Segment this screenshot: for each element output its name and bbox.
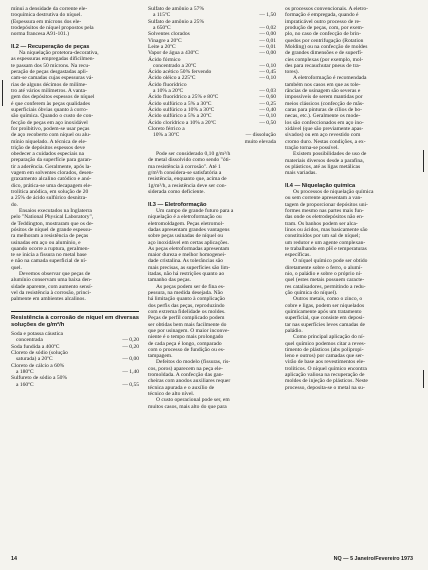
text-line: resistência, enquanto que, acima de	[148, 176, 227, 183]
table-cell-label: Sulfureto de sódio a 50%	[11, 375, 68, 382]
text-line: vel da resistência à corrosão, princi-	[11, 290, 92, 297]
text-line: Outros metais, como o zinco, o	[293, 296, 363, 303]
table-cell-label: Ácido oléico a 225ºC	[148, 75, 196, 82]
table-cell-label: Ácido clorídrico a 10% a 20ºC	[148, 119, 217, 126]
table-cell-value: — 0,60	[259, 94, 276, 101]
text-line: itadas, não há restrições quanto ao	[148, 271, 225, 278]
table-cell-label: Ácido acético 50% fervendo	[148, 69, 212, 76]
text-line: de cada peça é longo, comparado	[148, 340, 222, 347]
text-line: xidável (que são previamente apas-	[285, 125, 364, 132]
table-cell-value: — dissolução	[245, 132, 276, 139]
text-line: As peças eletroformadas apresentam	[148, 245, 230, 252]
table-cell-label: Sulfato de amônio a 25%	[148, 18, 205, 25]
table-cell-label: 10% a 30ºC	[153, 132, 180, 139]
text-line: maior dureza e melhor homogenei-	[148, 252, 226, 259]
text-line: de metal dissolvido como sendo "óti-	[148, 157, 231, 164]
text-line: superficiais óbvias quanto à corro-	[11, 106, 88, 113]
text-line: Defeitos do modelo (fissuras, ris-	[156, 359, 231, 366]
page-number: 14	[11, 556, 17, 562]
text-line: res catalisadores, permitindo a redu-	[285, 283, 366, 290]
eletroformacao-paragraph-1	[148, 208, 276, 284]
niquelacao-paragraph-1	[285, 189, 413, 258]
table-cell-value: — 0,02	[259, 24, 276, 31]
text-line: pelo "National Physical Laboratory",	[11, 214, 94, 221]
margin-mark	[423, 150, 424, 172]
text-line: sivados) ou em aço revestido com	[285, 132, 361, 139]
text-line: linos ou ácidos, mas basicamente são	[285, 226, 368, 233]
text-line: sobre peças usinadas de níquel ou	[148, 233, 224, 240]
text-line: mínio niquelado. A técnica de ele-	[11, 138, 87, 145]
table-cell-label: Ácido sulfúrico a 5% a 30ºC	[148, 100, 212, 107]
table-cell-value: — 0,03	[259, 88, 276, 95]
text-line: ção química do níquel).	[285, 290, 338, 297]
eletroformacao-continued-1	[285, 6, 413, 75]
text-line: usinadas em aço ou alumínio, e	[11, 239, 81, 246]
table-cell-label: a 10% a 20ºC	[153, 88, 184, 95]
column-middle	[148, 6, 276, 410]
table-cell-value: — 0,20	[122, 337, 139, 344]
table-cell-label: Vinagre a 20ºC	[148, 37, 182, 44]
text-line: Pode ser considerado 0,10 g/m²/h	[156, 151, 231, 158]
text-line: ser obtidas bem mais facilmente do	[148, 321, 227, 328]
table-cell-value: — 0,00	[122, 356, 139, 363]
text-line: impraticável outro processo de re-	[285, 18, 361, 25]
section-heading-eletroformacao: II.3 — Eletroformação	[148, 201, 207, 208]
table-cell-value: muito elevada	[244, 138, 276, 145]
text-line: pessura, na medida desejada. Não	[148, 290, 223, 297]
text-line: tromoldada. A confecção das gan-	[148, 372, 224, 379]
text-line: formação é empregada, quando é	[285, 12, 359, 19]
text-line: diretamente sobre o ferro, o alumí-	[285, 264, 363, 271]
text-line: com extrema fidelidade os moldes.	[148, 308, 226, 315]
text-line: 1g/m²/h, a resistência deve ser con-	[148, 182, 227, 189]
text-line: um redutor e um agente complexan-	[285, 239, 366, 246]
table-cell-label: Cloreto de sódio (solução	[11, 350, 68, 357]
table-cell-value: — 0,10	[259, 113, 276, 120]
text-line: cheiras com anodos auxiliares requer	[148, 378, 231, 385]
resistance-paragraph	[148, 151, 276, 195]
text-line: tração torna-se possível.	[285, 144, 339, 151]
text-line: pósitos de níquel de grande espessu-	[11, 226, 92, 233]
text-line: gem dos depósitos espessos de níquel	[11, 94, 95, 101]
table-cell-label: a 180ºC	[16, 369, 34, 376]
table-cell-label: saturada) a 20ºC	[16, 356, 53, 363]
text-line: com o processo de fundição ou es-	[148, 346, 225, 353]
text-line: dade cristalina. As tolerâncias são	[148, 258, 224, 265]
text-line: aplicação valiosa na recuperação de	[285, 372, 365, 379]
text-line: niente é o tempo mais prolongado	[148, 334, 224, 341]
text-line: quel químico podemos citar a reves-	[285, 340, 366, 347]
text-line: muitos casos, mais alto do que para	[148, 403, 227, 410]
text-line: trodepósitos de níquel propostos pela	[11, 24, 94, 31]
text-line: que por usinagem. O maior inconve-	[148, 327, 230, 334]
text-line: timento de plásticos (abs polipropi-	[285, 346, 364, 353]
text-line: paládio.	[285, 327, 303, 334]
text-line: te se inicia a fissura no metal base	[11, 252, 87, 259]
text-line: Na niquelação protetora-decorativa,	[19, 50, 99, 57]
table-cell-value: — 0,10	[259, 62, 276, 69]
text-line: alumínio conservam uma baixa den-	[11, 277, 92, 284]
text-line: Os processos de niquelação química	[293, 189, 374, 196]
recuperacao-paragraph-3	[11, 271, 139, 303]
table-cell-label: Ácido sulfúrico a 5% a 20ºC	[148, 113, 212, 120]
text-line: peração de peças desgastadas apli-	[11, 69, 88, 76]
text-line: de Teddington, mostraram que os de-	[11, 220, 94, 227]
table-cell-label: Leite a 20ºC	[148, 43, 176, 50]
text-line: cos, poros) aparecem na peça ele-	[148, 365, 223, 372]
text-line: mais precisas, as superfícies são lim-	[148, 264, 230, 271]
text-line: Devemos observar que peças de	[19, 271, 91, 278]
text-line: Ensaios executados na Inglaterra	[19, 207, 92, 214]
text-line: materiais diversos desde a parafina,	[285, 157, 365, 164]
text-line: te trabalhando em pH e temperaturas	[285, 245, 367, 252]
text-line: siderada como deficiente.	[148, 189, 205, 196]
table-cell-label: concentrado a 20ºC	[153, 62, 197, 69]
text-line: as espessuras empregadas dificilmen-	[11, 56, 95, 63]
table-cell-label: a 115ºC	[153, 12, 171, 19]
eletroformacao-paragraph-2	[148, 284, 276, 360]
table-cell-value: — 0,00	[259, 50, 276, 57]
text-line: há limitação quanto à complicação	[148, 296, 226, 303]
text-line: superficial, que consiste em deposi-	[285, 315, 365, 322]
text-line: sidade aparente, com aumento sensí-	[11, 283, 93, 290]
text-line: e não na camada superficial de ní-	[11, 258, 87, 265]
text-line: des para recauchutar pneus de tra-	[285, 62, 361, 69]
table-cell-label: Cloreto de cálcio a 60%	[11, 362, 65, 369]
niquelacao-paragraph-2	[285, 258, 413, 296]
text-line: também nos casos em que as tole-	[285, 81, 361, 88]
text-line: ra melhoram a resistência de peças	[11, 233, 89, 240]
recuperacao-paragraph-2	[11, 208, 139, 271]
text-line: impossíveis de serem mantidas por	[285, 94, 363, 101]
text-line: meios clássicos (confecção de mãs-	[285, 100, 364, 107]
table-cell-label: concentrada	[16, 337, 43, 344]
text-line: formes mesmo nas partes mais fun-	[285, 207, 364, 214]
text-line: leno e outros) por camadas que ser-	[285, 353, 364, 360]
text-line: Peças de perfil complicado podem	[148, 315, 225, 322]
table-cell-value: — 0,10	[259, 75, 276, 82]
text-line: é que conferem às peças qualidades	[11, 100, 91, 107]
table-cell-label: Cloreto férrico a	[148, 125, 185, 132]
eletroformacao-paragraph-4	[148, 397, 276, 410]
table-cell-value: — 0,40	[259, 107, 276, 113]
text-line: do.	[11, 201, 18, 208]
text-line: a 25% de ácido sulfúrico desnitra-	[11, 195, 87, 202]
text-line: processo, deposita-se o metal na su-	[285, 384, 365, 391]
corrosion-table-title: Resistência à corrosão de níquel em diversas soluções de g/m²/h	[11, 311, 139, 328]
text-line: são química. Quando o custo de con-	[11, 113, 94, 120]
text-line: técnica apurada e o auxílio de	[148, 384, 215, 391]
text-line: tores).	[285, 69, 300, 76]
table-cell-label: Solventes clorados	[148, 31, 190, 38]
text-line: tampagem.	[148, 353, 173, 360]
table-cell-value: — 0,20	[122, 343, 139, 350]
text-line: trolíticos. O níquel químico encontra	[285, 365, 367, 372]
text-line: cobre e ligas, podem ser niquelados	[285, 302, 365, 309]
eletroformacao-continued-2	[285, 75, 413, 151]
table-cell-label: a 650ºC	[153, 24, 171, 31]
section-heading-niquelacao-quimica: II.4 — Niquelação química	[285, 182, 356, 189]
text-line: moldes de injeção de plásticos. Neste	[285, 378, 368, 385]
niquelacao-paragraph-4	[285, 334, 413, 391]
table-cell-label: Soda fundida a 400ºC	[11, 343, 60, 350]
table-cell-value: — 0,50	[259, 119, 276, 126]
table-cell-value: — 0,01	[259, 43, 276, 50]
text-line: ma resistência à corrosão". Até 1	[148, 163, 221, 170]
text-line: Como principal aplicação do ní-	[293, 334, 365, 341]
table-cell-value: — 1,50	[259, 12, 276, 19]
text-line: eletromoldagem. Peças eletromol-	[148, 220, 224, 227]
text-line: for proibitivo, podem-se usar peças	[11, 125, 90, 132]
text-line: trição de depósitos espessos deve	[11, 144, 85, 151]
table-cell-label: Soda e potassa cáustica	[11, 331, 63, 338]
text-line: preparação da superfície para garan-	[11, 157, 92, 164]
text-line: g/m²/h considera-se satisfatória a	[148, 170, 222, 177]
text-line: tir a aderência. Geralmente, após la-	[11, 163, 92, 170]
table-cell-value: — 0,45	[259, 69, 276, 76]
text-line: nio, o paládio e sobre o próprio ní-	[285, 271, 363, 278]
text-line: de grandes dimensões e de superfí-	[285, 50, 363, 57]
text-line: dadas apresentam grandes vantagens	[148, 226, 230, 233]
text-line: A eletroformação é recomendada	[293, 75, 367, 82]
text-line: Existem possibilidades de uso de	[293, 151, 367, 158]
text-line: ou sem corrente apresentam a van-	[285, 195, 363, 202]
text-line: râncias de usinagem são severas e	[285, 88, 361, 95]
table-cell-value: — 0,00	[259, 31, 276, 38]
text-line: produção de peças, com, por exem-	[285, 24, 364, 31]
corrosion-table-part2	[148, 6, 276, 145]
text-line: trolítica anódica, em solução de 20	[11, 189, 89, 196]
text-line: virão de base aos revestimentos ele-	[285, 359, 365, 366]
table-cell-label: Ácido fluorídrico	[148, 81, 187, 88]
text-line: dico, prática-se uma decapagem ele-	[11, 182, 92, 189]
table-row	[11, 382, 139, 388]
text-line: norma francesa A91-101.)	[11, 31, 70, 38]
table-cell-value: — 1,40	[122, 369, 139, 376]
text-line: plo, no caso de confecção de brin-	[285, 31, 361, 38]
eletroformacao-paragraph-3	[148, 359, 276, 397]
text-line: quimicamente após um tratamento	[285, 308, 362, 315]
text-line: (Espessura em mícrons dos ele-	[11, 18, 82, 25]
intro-text	[11, 6, 139, 38]
text-line: tagem de proporcionar depósitos uni-	[285, 201, 368, 208]
text-line: tamanho das peças.	[148, 277, 191, 284]
text-line: aço inoxidável em certas aplicações.	[148, 239, 229, 246]
table-cell-label: Sulfato de amônio a 57%	[148, 6, 205, 12]
text-line: quando ocorre a ruptura, geralmen-	[11, 245, 90, 252]
table-cell-label: Ácido fluorídrico a 25% e 80ºC	[148, 94, 219, 101]
table-cell-label: Ácido fórmico	[148, 56, 181, 63]
text-line: mais variadas.	[285, 170, 317, 177]
text-line: fecção de peças em aço inoxidável	[11, 119, 88, 126]
table-cell-value: — 0,25	[259, 100, 276, 107]
text-line: constituídos por um sal de níquel;	[285, 233, 361, 240]
table-cell-label: Vapor de água a 430ºC	[148, 50, 199, 57]
issue-reference: NQ — 5 Janeiro/Fevereiro 1973	[333, 556, 413, 562]
eletroformacao-continued-3	[285, 151, 413, 176]
section-heading-recuperacao: II.2 — Recuperação de peças	[11, 43, 90, 50]
text-line: Molding) ou na confecção de moldes	[285, 43, 368, 50]
column-right	[285, 6, 413, 391]
text-line: tro até vários milímetros. A vanta-	[11, 88, 87, 95]
text-line: quel.	[11, 264, 22, 271]
text-line: de aço recoberto com níquel ou alu-	[11, 132, 91, 139]
text-line: dos perfis das peças, reproduzindo	[148, 302, 225, 309]
text-line: cies complexas (por exemplo, mol-	[285, 56, 364, 63]
niquelacao-paragraph-3	[285, 296, 413, 334]
table-cell-value: — 0,55	[122, 381, 139, 388]
text-line: os processos convencionais. A eletro-	[285, 6, 369, 12]
margin-mark	[2, 80, 3, 106]
text-line: necas, etc.). Geralmente os mode-	[285, 113, 361, 120]
table-cell-label: Ácido sulfúrico a 10% a 30ºC	[148, 107, 215, 113]
table-cell-label: a 160ºC	[16, 381, 34, 388]
text-line: cam-se camadas cujas espessuras vá-	[11, 75, 94, 82]
text-line: quedos por centrifugação (Rotation	[285, 37, 364, 44]
text-line: graxamento alcalino catódico e anó-	[11, 176, 92, 183]
text-line: quel (estes metais possuem caracte-	[285, 277, 365, 284]
text-line: tram. Os banhos podem ser alca-	[285, 220, 358, 227]
text-line: técnico de alto nível.	[148, 391, 195, 398]
table-cell-value: — 0,01	[259, 37, 276, 44]
text-line: caras para pinturas de cílios de bo-	[285, 107, 363, 113]
text-line: troquímica destrutiva do níquel.	[11, 12, 82, 19]
text-line: obedecer a cuidados especiais na	[11, 151, 84, 158]
recuperacao-paragraph-1	[11, 50, 139, 208]
text-line: os plásticos, até as ligas metálicas	[285, 163, 361, 170]
text-line: tar nas superfícies leves camadas de	[285, 321, 365, 328]
text-line: vagem em solventes clorados, desen-	[11, 170, 94, 177]
text-line: As peças podem ser de fina es-	[156, 283, 225, 290]
text-line: rias de alguns décimos de milíme-	[11, 81, 87, 88]
text-line: mínui a densidade da corrente ele-	[11, 6, 88, 12]
margin-mark	[423, 370, 424, 388]
text-line: O níquel químico pode ser obtido	[293, 258, 368, 265]
text-line: los são confeccionados em aço ino-	[285, 119, 364, 126]
text-line: das onde os eletrodepósitos não en-	[285, 214, 364, 221]
text-line: Um campo de grande futuro para a	[156, 207, 234, 214]
text-line: específicas.	[285, 252, 311, 259]
column-left	[11, 6, 139, 388]
text-line: O custo operacional pode ser, em	[156, 397, 230, 404]
text-line: te passam dos 50 mícrons. Na recu-	[11, 62, 91, 69]
text-line: palmente em ambientes alcalinos.	[11, 296, 86, 303]
text-line: cromo duro. Nestas condições, a ex-	[285, 138, 366, 145]
corrosion-table-part1	[11, 331, 139, 388]
text-line: niquelação é a eletroformação ou	[148, 214, 222, 221]
